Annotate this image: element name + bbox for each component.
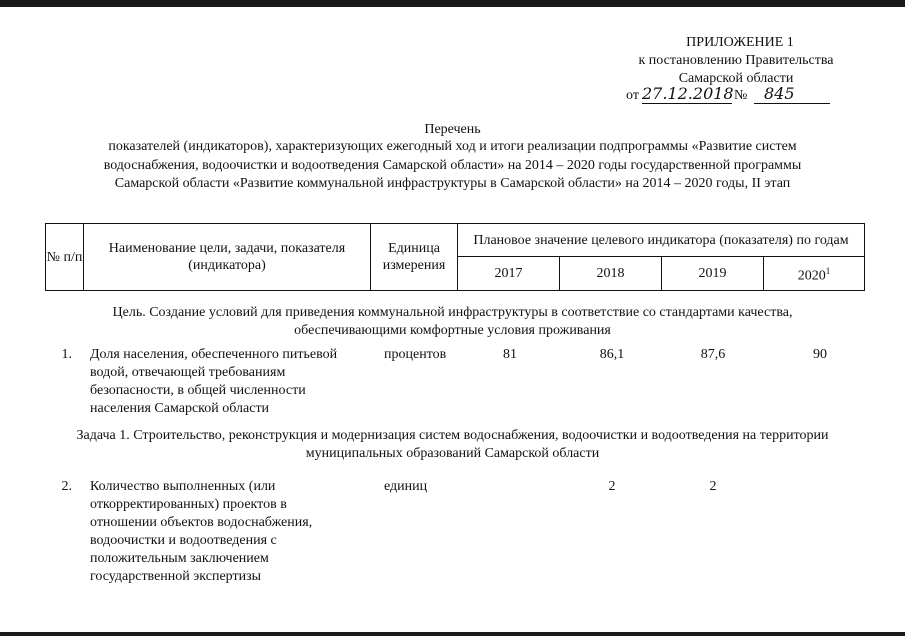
date-prefix: от	[626, 88, 639, 103]
row-2-2018: 2	[608, 479, 616, 494]
goal-heading: Цель. Создание условий для приведения коммунальной инфраструктуры в соответствие со стандартами качества, обеспечивающими комфортные условия проживания	[112, 305, 793, 338]
row-1-2019: 87,6	[700, 347, 726, 362]
row-1-number: 1.	[61, 347, 72, 362]
row-2-name: Количество выполненных (или откорректированных) проектов в отношении объектов водоснабжения, водоочистки и водоотведения с положительным заключением государственной экспертизы	[90, 479, 313, 584]
handwritten-date: 27.12.2018	[642, 84, 734, 103]
year-2018-header: 2018	[560, 257, 662, 291]
year-2020-header	[764, 257, 865, 291]
scan-border-top	[0, 0, 905, 7]
row-2-2019: 2	[709, 479, 717, 494]
col-num-header: № п/п	[46, 224, 84, 291]
row-1-2018: 86,1	[599, 347, 625, 362]
year-2020-label: 2020	[797, 268, 826, 284]
appendix-title: ПРИЛОЖЕНИЕ 1	[686, 35, 794, 50]
number-underline	[754, 103, 830, 104]
row-1-2020: 90	[813, 347, 827, 362]
row-1-name: Доля населения, обеспеченного питьевой водой, отвечающей требованиям безопасности, в общей численности населения Самарской области	[90, 347, 338, 416]
scan-border-bottom	[0, 632, 905, 636]
number-prefix: №	[734, 88, 748, 103]
appendix-date-line	[626, 84, 836, 105]
row-1-unit: процентов	[384, 347, 447, 362]
handwritten-number: 845	[764, 84, 795, 103]
year-2019-header: 2019	[662, 257, 764, 291]
row-1-2017: 81	[503, 347, 517, 362]
appendix-region-line: Самарской области	[678, 71, 794, 86]
footnote-mark: 1	[825, 265, 831, 276]
date-underline	[642, 103, 732, 104]
appendix-resolution-line: к постановлению Правительства	[638, 53, 834, 68]
row-2-unit: единиц	[384, 479, 428, 494]
col-plan-header: Плановое значение целевого индикатора (показателя) по годам	[458, 224, 865, 257]
document-subtitle: показателей (индикаторов), характеризующих ежегодный ход и итоги реализации подпрограммы «Развитие систем водоснабжения, водоочистки и водоотведения Самарской области» на 2014 – 2020 годы государственной программы Самарской области «Развитие коммунальной инфраструктуры в Самарской области» на 2014 – 2020 годы, II этап	[103, 139, 802, 191]
year-2017-header: 2017	[458, 257, 560, 291]
document-title: Перечень	[424, 122, 481, 137]
col-unit-header: Единица измерения	[371, 224, 458, 291]
col-name-header: Наименование цели, задачи, показателя (индикатора)	[84, 224, 371, 291]
task-heading: Задача 1. Строительство, реконструкция и модернизация систем водоснабжения, водоочистки и водоотведения на территории муниципальных образований Самарской области	[76, 428, 829, 461]
row-2-number: 2.	[61, 479, 72, 494]
indicator-table-header	[45, 223, 865, 291]
